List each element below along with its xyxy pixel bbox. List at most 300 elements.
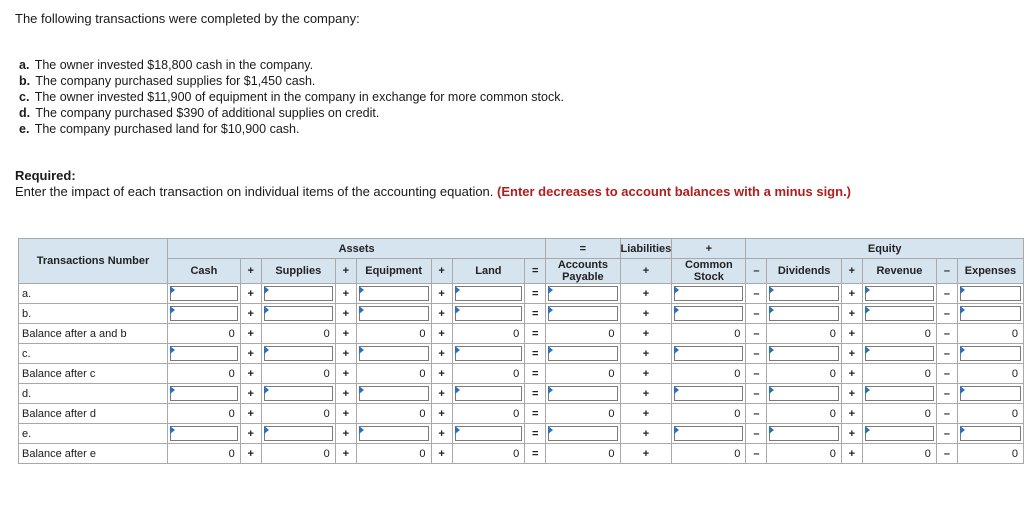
- input-box[interactable]: [865, 426, 934, 441]
- input-marker-icon: [455, 426, 460, 434]
- row-label: d.: [19, 384, 168, 404]
- cash-balance: 0: [168, 324, 241, 344]
- equals-sign: =: [525, 284, 546, 304]
- transaction-row: [19, 284, 1024, 304]
- plus-sign: +: [431, 364, 452, 384]
- col-expenses: Expenses: [957, 259, 1023, 284]
- plus-sign: +: [240, 259, 261, 284]
- transaction-item: [19, 105, 564, 121]
- input-box[interactable]: [960, 346, 1021, 361]
- common-stock-input[interactable]: [672, 344, 746, 364]
- dividends-balance: 0: [767, 444, 841, 464]
- equipment-input[interactable]: [356, 304, 431, 324]
- input-box[interactable]: [548, 346, 617, 361]
- transaction-row: [19, 384, 1024, 404]
- input-marker-icon: [264, 386, 269, 394]
- col-supplies: Supplies: [261, 259, 335, 284]
- supplies-balance: 0: [261, 404, 335, 424]
- plus-sign: +: [240, 304, 261, 324]
- input-box[interactable]: [674, 386, 743, 401]
- plus-sign: +: [841, 324, 862, 344]
- revenue-input[interactable]: [862, 424, 936, 444]
- common-stock-balance: 0: [672, 324, 746, 344]
- plus-sign: +: [841, 304, 862, 324]
- dividends-input[interactable]: [767, 384, 841, 404]
- input-box[interactable]: [170, 306, 238, 321]
- revenue-balance: 0: [862, 324, 936, 344]
- transaction-letter: e.: [19, 122, 30, 136]
- dividends-balance: 0: [767, 404, 841, 424]
- accounting-equation-table: [18, 238, 1024, 464]
- cash-input[interactable]: [168, 344, 241, 364]
- dividends-input[interactable]: [767, 424, 841, 444]
- accounts-payable-input[interactable]: [546, 304, 620, 324]
- plus-sign: +: [620, 259, 672, 284]
- input-box[interactable]: [960, 386, 1021, 401]
- equipment-input[interactable]: [356, 384, 431, 404]
- input-marker-icon: [769, 306, 774, 314]
- equipment-input[interactable]: [356, 344, 431, 364]
- transaction-text: The company purchased supplies for $1,450 cash.: [35, 74, 316, 88]
- input-box[interactable]: [359, 306, 429, 321]
- land-balance: 0: [452, 324, 525, 344]
- input-box[interactable]: [264, 306, 333, 321]
- plus-sign: +: [431, 304, 452, 324]
- equipment-balance: 0: [356, 444, 431, 464]
- minus-sign: –: [936, 424, 957, 444]
- dividends-input[interactable]: [767, 304, 841, 324]
- plus-sign: +: [620, 384, 672, 404]
- plus-sign: +: [240, 444, 261, 464]
- row-label: b.: [19, 304, 168, 324]
- row-header: Transactions Number: [19, 239, 168, 284]
- plus-sign: +: [431, 424, 452, 444]
- transaction-letter: d.: [19, 106, 31, 120]
- plus-sign: +: [841, 344, 862, 364]
- transaction-item: [19, 89, 564, 105]
- supplies-input[interactable]: [261, 284, 335, 304]
- land-input[interactable]: [452, 384, 525, 404]
- minus-sign: –: [746, 444, 767, 464]
- intro-text: The following transactions were completed by the company:: [15, 11, 360, 26]
- input-box[interactable]: [674, 306, 743, 321]
- minus-sign: –: [936, 324, 957, 344]
- accounts-payable-input[interactable]: [546, 344, 620, 364]
- equipment-input[interactable]: [356, 284, 431, 304]
- transaction-text: The company purchased $390 of additional supplies on credit.: [35, 106, 380, 120]
- land-input[interactable]: [452, 424, 525, 444]
- minus-sign: –: [746, 259, 767, 284]
- accounts-payable-input[interactable]: [546, 424, 620, 444]
- expenses-input[interactable]: [957, 344, 1023, 364]
- equals-sign: =: [525, 384, 546, 404]
- transaction-row: [19, 424, 1024, 444]
- minus-sign: –: [936, 384, 957, 404]
- input-box[interactable]: [264, 286, 333, 301]
- common-stock-input[interactable]: [672, 284, 746, 304]
- plus-sign: +: [335, 384, 356, 404]
- input-marker-icon: [455, 286, 460, 294]
- accounts-payable-input[interactable]: [546, 284, 620, 304]
- input-marker-icon: [674, 346, 679, 354]
- plus-sign: +: [240, 344, 261, 364]
- input-box[interactable]: [769, 346, 838, 361]
- common-stock-input[interactable]: [672, 424, 746, 444]
- land-balance: 0: [452, 444, 525, 464]
- equals-sign: =: [525, 444, 546, 464]
- expenses-input[interactable]: [957, 424, 1023, 444]
- plus-sign: +: [335, 259, 356, 284]
- plus-sign: +: [335, 404, 356, 424]
- transaction-text: The company purchased land for $10,900 cash.: [34, 122, 300, 136]
- input-marker-icon: [865, 286, 870, 294]
- input-box[interactable]: [548, 306, 617, 321]
- input-marker-icon: [960, 426, 965, 434]
- revenue-input[interactable]: [862, 304, 936, 324]
- plus-sign: +: [431, 284, 452, 304]
- col-accounts-payable: Accounts Payable: [546, 259, 620, 284]
- plus-sign: +: [620, 444, 672, 464]
- common-stock-balance: 0: [672, 404, 746, 424]
- table-body: [19, 284, 1024, 464]
- input-box[interactable]: [960, 286, 1021, 301]
- input-box[interactable]: [359, 346, 429, 361]
- input-box[interactable]: [865, 306, 934, 321]
- col-land: Land: [452, 259, 525, 284]
- input-box[interactable]: [170, 286, 238, 301]
- input-box[interactable]: [865, 346, 934, 361]
- equals-sign: =: [525, 424, 546, 444]
- minus-sign: –: [936, 259, 957, 284]
- row-label: Balance after e: [19, 444, 168, 464]
- plus-sign: +: [620, 364, 672, 384]
- supplies-input[interactable]: [261, 384, 335, 404]
- input-box[interactable]: [674, 426, 743, 441]
- col-common-stock: Common Stock: [672, 259, 746, 284]
- cash-balance: 0: [168, 364, 241, 384]
- input-box[interactable]: [865, 386, 934, 401]
- input-marker-icon: [170, 346, 175, 354]
- land-balance: 0: [452, 404, 525, 424]
- header-column-row: [19, 259, 1024, 284]
- input-marker-icon: [674, 386, 679, 394]
- revenue-balance: 0: [862, 364, 936, 384]
- plus-sign: +: [240, 364, 261, 384]
- common-stock-input[interactable]: [672, 384, 746, 404]
- minus-sign: –: [936, 344, 957, 364]
- input-marker-icon: [359, 306, 364, 314]
- input-box[interactable]: [548, 426, 617, 441]
- input-marker-icon: [170, 426, 175, 434]
- expenses-input[interactable]: [957, 284, 1023, 304]
- input-box[interactable]: [769, 426, 838, 441]
- plus-sign: +: [620, 284, 672, 304]
- balance-row: [19, 404, 1024, 424]
- input-marker-icon: [960, 306, 965, 314]
- land-input[interactable]: [452, 344, 525, 364]
- input-box[interactable]: [264, 426, 333, 441]
- header-group-row: [19, 239, 1024, 259]
- input-marker-icon: [548, 286, 553, 294]
- revenue-balance: 0: [862, 404, 936, 424]
- input-marker-icon: [170, 286, 175, 294]
- input-marker-icon: [548, 306, 553, 314]
- required-text: Enter the impact of each transaction on individual items of the accounting equation.: [15, 184, 498, 199]
- input-box[interactable]: [769, 306, 838, 321]
- plus-sign: +: [620, 324, 672, 344]
- transaction-list: [19, 57, 564, 137]
- supplies-input[interactable]: [261, 344, 335, 364]
- input-marker-icon: [865, 426, 870, 434]
- input-marker-icon: [359, 286, 364, 294]
- supplies-balance: 0: [261, 364, 335, 384]
- supplies-input[interactable]: [261, 424, 335, 444]
- liabilities-header: Liabilities: [620, 239, 672, 259]
- input-marker-icon: [359, 426, 364, 434]
- plus-sign: +: [240, 384, 261, 404]
- common-stock-balance: 0: [672, 364, 746, 384]
- input-box[interactable]: [359, 286, 429, 301]
- input-marker-icon: [960, 386, 965, 394]
- input-box[interactable]: [960, 306, 1021, 321]
- equipment-balance: 0: [356, 364, 431, 384]
- input-box[interactable]: [674, 346, 743, 361]
- plus-sign: +: [335, 324, 356, 344]
- plus-sign: +: [240, 404, 261, 424]
- balance-row: [19, 444, 1024, 464]
- col-equipment: Equipment: [356, 259, 431, 284]
- dividends-input[interactable]: [767, 344, 841, 364]
- transaction-letter: a.: [19, 58, 30, 72]
- plus-sign: +: [335, 444, 356, 464]
- input-marker-icon: [865, 306, 870, 314]
- input-marker-icon: [674, 426, 679, 434]
- input-box[interactable]: [455, 306, 523, 321]
- input-box[interactable]: [264, 346, 333, 361]
- cash-input[interactable]: [168, 424, 241, 444]
- plus-sign: +: [841, 259, 862, 284]
- plus-sign: +: [335, 344, 356, 364]
- equals-sign: =: [525, 344, 546, 364]
- land-input[interactable]: [452, 284, 525, 304]
- input-marker-icon: [548, 426, 553, 434]
- input-box[interactable]: [359, 426, 429, 441]
- expenses-input[interactable]: [957, 304, 1023, 324]
- cash-input[interactable]: [168, 384, 241, 404]
- input-marker-icon: [455, 386, 460, 394]
- input-marker-icon: [769, 286, 774, 294]
- input-marker-icon: [960, 346, 965, 354]
- transaction-text: The owner invested $11,900 of equipment in the company in exchange for more common stock.: [34, 90, 564, 104]
- revenue-input[interactable]: [862, 344, 936, 364]
- input-marker-icon: [170, 386, 175, 394]
- plus-sign: +: [841, 424, 862, 444]
- minus-sign: –: [936, 364, 957, 384]
- supplies-input[interactable]: [261, 304, 335, 324]
- plus-sign: +: [431, 444, 452, 464]
- input-marker-icon: [769, 426, 774, 434]
- row-label: Balance after c: [19, 364, 168, 384]
- common-stock-balance: 0: [672, 444, 746, 464]
- dividends-balance: 0: [767, 324, 841, 344]
- land-input[interactable]: [452, 304, 525, 324]
- transaction-item: [19, 57, 564, 73]
- input-box[interactable]: [455, 426, 523, 441]
- minus-sign: –: [936, 284, 957, 304]
- cash-input[interactable]: [168, 304, 241, 324]
- accounts-payable-input[interactable]: [546, 384, 620, 404]
- input-box[interactable]: [455, 286, 523, 301]
- transaction-item: [19, 73, 564, 89]
- plus-sign: +: [431, 404, 452, 424]
- equipment-input[interactable]: [356, 424, 431, 444]
- input-box[interactable]: [548, 286, 617, 301]
- row-label: a.: [19, 284, 168, 304]
- input-box[interactable]: [455, 386, 523, 401]
- input-marker-icon: [769, 386, 774, 394]
- expenses-input[interactable]: [957, 384, 1023, 404]
- cash-balance: 0: [168, 444, 241, 464]
- plus-sign: +: [240, 284, 261, 304]
- input-box[interactable]: [674, 286, 743, 301]
- dividends-input[interactable]: [767, 284, 841, 304]
- plus-sign: +: [620, 424, 672, 444]
- input-marker-icon: [960, 286, 965, 294]
- input-box[interactable]: [264, 386, 333, 401]
- input-box[interactable]: [455, 346, 523, 361]
- equals-sign: =: [525, 404, 546, 424]
- accounts-payable-balance: 0: [546, 444, 620, 464]
- equals-sign: =: [525, 304, 546, 324]
- balance-row: [19, 324, 1024, 344]
- equipment-balance: 0: [356, 404, 431, 424]
- transaction-row: [19, 304, 1024, 324]
- required-instructions: [15, 184, 855, 200]
- plus-sign: +: [335, 304, 356, 324]
- plus-sign: +: [335, 364, 356, 384]
- plus-sign: +: [620, 304, 672, 324]
- equals-sign: =: [525, 364, 546, 384]
- plus-sign: +: [335, 424, 356, 444]
- revenue-input[interactable]: [862, 384, 936, 404]
- expenses-balance: 0: [957, 444, 1023, 464]
- input-box[interactable]: [170, 346, 238, 361]
- row-label: Balance after d: [19, 404, 168, 424]
- cash-input[interactable]: [168, 284, 241, 304]
- plus-sign: +: [240, 324, 261, 344]
- col-dividends: Dividends: [767, 259, 841, 284]
- transaction-row: [19, 344, 1024, 364]
- equals-sign: =: [546, 239, 620, 259]
- minus-sign: –: [746, 424, 767, 444]
- equals-sign: =: [525, 259, 546, 284]
- supplies-balance: 0: [261, 324, 335, 344]
- transaction-text: The owner invested $18,800 cash in the company.: [34, 58, 314, 72]
- equipment-balance: 0: [356, 324, 431, 344]
- input-box[interactable]: [170, 426, 238, 441]
- minus-sign: –: [746, 304, 767, 324]
- row-label: Balance after a and b: [19, 324, 168, 344]
- plus-sign: +: [335, 284, 356, 304]
- input-marker-icon: [359, 386, 364, 394]
- input-box[interactable]: [769, 386, 838, 401]
- plus-sign: +: [431, 384, 452, 404]
- plus-sign: +: [841, 284, 862, 304]
- minus-sign: –: [936, 304, 957, 324]
- input-marker-icon: [359, 346, 364, 354]
- minus-sign: –: [746, 324, 767, 344]
- required-note: (Enter decreases to account balances with a minus sign.): [497, 184, 852, 199]
- common-stock-input[interactable]: [672, 304, 746, 324]
- required-title: Required:: [15, 168, 76, 183]
- transaction-letter: c.: [19, 90, 30, 104]
- input-marker-icon: [264, 426, 269, 434]
- col-cash: Cash: [168, 259, 241, 284]
- plus-sign: +: [841, 404, 862, 424]
- minus-sign: –: [936, 404, 957, 424]
- minus-sign: –: [746, 344, 767, 364]
- input-marker-icon: [865, 386, 870, 394]
- col-revenue: Revenue: [862, 259, 936, 284]
- input-box[interactable]: [548, 386, 617, 401]
- expenses-balance: 0: [957, 324, 1023, 344]
- input-marker-icon: [455, 346, 460, 354]
- input-marker-icon: [264, 286, 269, 294]
- expenses-balance: 0: [957, 364, 1023, 384]
- transaction-letter: b.: [19, 74, 31, 88]
- plus-sign: +: [841, 364, 862, 384]
- input-marker-icon: [455, 306, 460, 314]
- input-box[interactable]: [865, 286, 934, 301]
- row-label: c.: [19, 344, 168, 364]
- plus-sign: +: [431, 324, 452, 344]
- input-marker-icon: [548, 346, 553, 354]
- input-box[interactable]: [960, 426, 1021, 441]
- plus-sign: +: [431, 344, 452, 364]
- input-box[interactable]: [170, 386, 238, 401]
- input-box[interactable]: [359, 386, 429, 401]
- plus-sign: +: [672, 239, 746, 259]
- revenue-input[interactable]: [862, 284, 936, 304]
- input-marker-icon: [264, 306, 269, 314]
- expenses-balance: 0: [957, 404, 1023, 424]
- dividends-balance: 0: [767, 364, 841, 384]
- equity-header: Equity: [746, 239, 1024, 259]
- land-balance: 0: [452, 364, 525, 384]
- balance-row: [19, 364, 1024, 384]
- minus-sign: –: [936, 444, 957, 464]
- plus-sign: +: [620, 344, 672, 364]
- input-marker-icon: [674, 306, 679, 314]
- plus-sign: +: [841, 384, 862, 404]
- input-box[interactable]: [769, 286, 838, 301]
- accounts-payable-balance: 0: [546, 364, 620, 384]
- cash-balance: 0: [168, 404, 241, 424]
- input-marker-icon: [769, 346, 774, 354]
- minus-sign: –: [746, 284, 767, 304]
- minus-sign: –: [746, 384, 767, 404]
- row-label: e.: [19, 424, 168, 444]
- plus-sign: +: [841, 444, 862, 464]
- input-marker-icon: [264, 346, 269, 354]
- revenue-balance: 0: [862, 444, 936, 464]
- input-marker-icon: [548, 386, 553, 394]
- plus-sign: +: [620, 404, 672, 424]
- input-marker-icon: [170, 306, 175, 314]
- transaction-item: [19, 121, 564, 137]
- input-marker-icon: [674, 286, 679, 294]
- plus-sign: +: [240, 424, 261, 444]
